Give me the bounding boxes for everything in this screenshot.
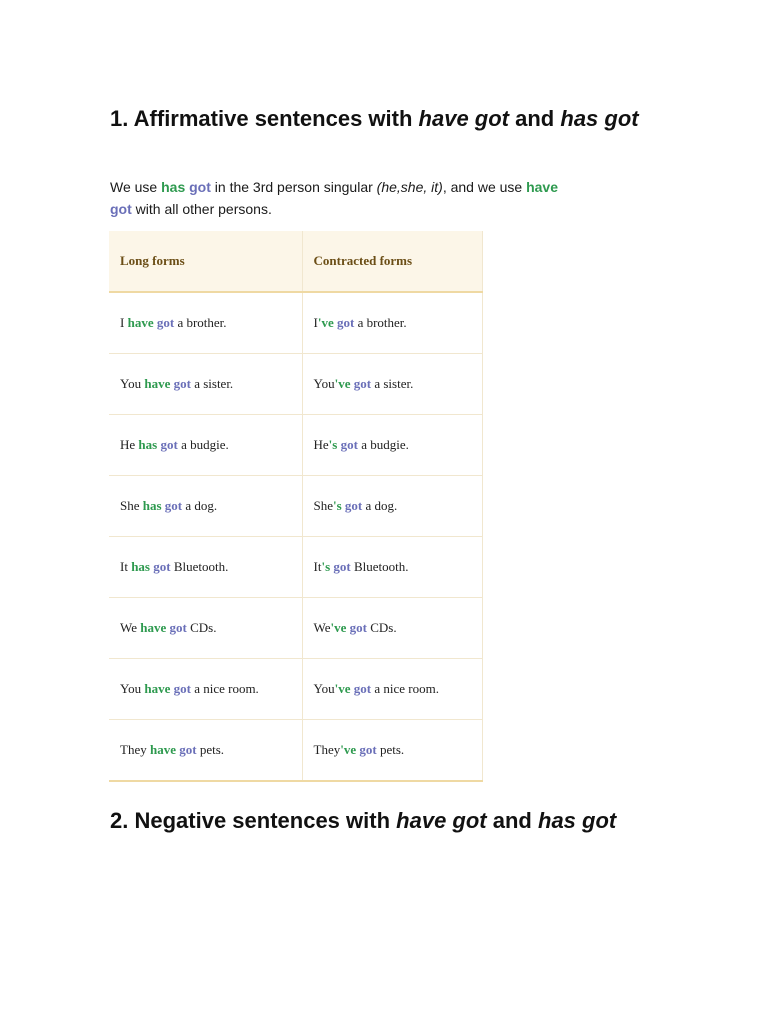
intro-text: , and we use — [442, 179, 523, 195]
auxiliary: 've — [330, 620, 347, 635]
column-header-long-forms: Long forms — [109, 231, 302, 292]
table-body — [109, 292, 482, 781]
heading-text: and — [515, 106, 555, 131]
table-row — [109, 659, 482, 720]
complement: Bluetooth. — [173, 559, 229, 574]
keyword-have: have — [526, 179, 559, 195]
subject: You — [120, 681, 142, 696]
subject: It — [120, 559, 128, 574]
heading-text: and — [492, 808, 532, 833]
complement: a nice room. — [194, 681, 259, 696]
complement: a brother. — [177, 315, 227, 330]
contracted-form-cell — [302, 354, 482, 415]
long-form-cell — [109, 659, 302, 720]
complement: CDs. — [190, 620, 217, 635]
section-2-heading — [110, 808, 730, 834]
auxiliary: have — [127, 315, 154, 330]
table-row — [109, 598, 482, 659]
got-word: got — [353, 376, 372, 391]
heading-text: Negative sentences with — [134, 808, 391, 833]
contracted-form-cell — [302, 415, 482, 476]
subject: We — [313, 620, 331, 635]
got-word: got — [359, 742, 377, 757]
contracted-form-cell — [302, 598, 482, 659]
long-form-cell — [109, 476, 302, 537]
got-word: got — [160, 437, 178, 452]
heading-emphasis: has got — [538, 808, 617, 833]
complement: pets. — [199, 742, 225, 757]
got-word: got — [173, 681, 191, 696]
long-form-cell — [109, 537, 302, 598]
complement: Bluetooth. — [353, 559, 409, 574]
heading-number: 2. — [110, 808, 129, 833]
intro-paragraph — [110, 176, 560, 220]
complement: a budgie. — [361, 437, 409, 452]
complement: CDs. — [370, 620, 397, 635]
column-header-contracted-forms: Contracted forms — [302, 231, 482, 292]
auxiliary: 've — [317, 315, 334, 330]
auxiliary: has — [138, 437, 158, 452]
auxiliary: 've — [334, 681, 351, 696]
intro-text: with all other persons. — [135, 201, 272, 217]
got-word: got — [344, 498, 363, 513]
got-word: got — [340, 437, 358, 452]
subject: You — [120, 376, 142, 391]
keyword-has: has — [161, 179, 186, 195]
complement: a sister. — [194, 376, 234, 391]
subject: It — [313, 559, 322, 574]
keyword-got: got — [110, 201, 132, 217]
auxiliary: 's — [321, 559, 331, 574]
complement: pets. — [379, 742, 405, 757]
got-word: got — [153, 559, 171, 574]
long-form-cell — [109, 415, 302, 476]
got-word: got — [349, 620, 367, 635]
subject: He — [120, 437, 136, 452]
table-row — [109, 476, 482, 537]
auxiliary: have — [140, 620, 167, 635]
subject: We — [120, 620, 137, 635]
auxiliary: 's — [333, 498, 342, 513]
complement: a sister. — [374, 376, 414, 391]
got-word: got — [173, 376, 191, 391]
subject: You — [313, 681, 335, 696]
subject: She — [313, 498, 333, 513]
intro-text: We use — [110, 179, 158, 195]
contracted-form-cell — [302, 659, 482, 720]
table-row — [109, 354, 482, 415]
subject: I — [120, 315, 125, 330]
auxiliary: 've — [334, 376, 351, 391]
auxiliary: has — [142, 498, 162, 513]
auxiliary: has — [131, 559, 150, 574]
long-form-cell — [109, 354, 302, 415]
subject: She — [120, 498, 140, 513]
heading-emphasis: has got — [560, 106, 639, 131]
heading-text: Affirmative sentences with — [133, 106, 413, 131]
auxiliary: 've — [340, 742, 357, 757]
long-form-cell — [109, 292, 302, 354]
section-1-heading — [110, 106, 670, 132]
contracted-form-cell — [302, 476, 482, 537]
complement: a brother. — [357, 315, 407, 330]
got-word: got — [333, 559, 351, 574]
got-word: got — [336, 315, 355, 330]
intro-text: in the 3rd person singular — [214, 179, 373, 195]
auxiliary: have — [144, 681, 171, 696]
got-word: got — [179, 742, 197, 757]
auxiliary: have — [149, 742, 176, 757]
subject: They — [120, 742, 147, 757]
table-row — [109, 292, 482, 354]
complement: a dog. — [365, 498, 398, 513]
subject: I — [313, 315, 318, 330]
contracted-form-cell — [302, 537, 482, 598]
complement: a dog. — [185, 498, 218, 513]
intro-pronouns: (he,she, it) — [376, 179, 443, 195]
contracted-form-cell — [302, 292, 482, 354]
got-word: got — [169, 620, 187, 635]
table-row — [109, 415, 482, 476]
heading-number: 1. — [110, 106, 129, 131]
complement: a nice room. — [374, 681, 439, 696]
auxiliary: 's — [328, 437, 338, 452]
table-header-row — [109, 231, 482, 292]
got-word: got — [164, 498, 183, 513]
have-got-forms-table — [109, 231, 483, 782]
contracted-form-cell — [302, 720, 482, 782]
heading-emphasis: have got — [418, 106, 509, 131]
long-form-cell — [109, 720, 302, 782]
subject: They — [313, 742, 341, 757]
long-form-cell — [109, 598, 302, 659]
heading-emphasis: have got — [396, 808, 487, 833]
complement: a budgie. — [181, 437, 229, 452]
subject: You — [313, 376, 335, 391]
table-row — [109, 720, 482, 782]
subject: He — [313, 437, 329, 452]
table-row — [109, 537, 482, 598]
got-word: got — [156, 315, 175, 330]
got-word: got — [353, 681, 372, 696]
auxiliary: have — [144, 376, 171, 391]
keyword-got: got — [189, 179, 211, 195]
